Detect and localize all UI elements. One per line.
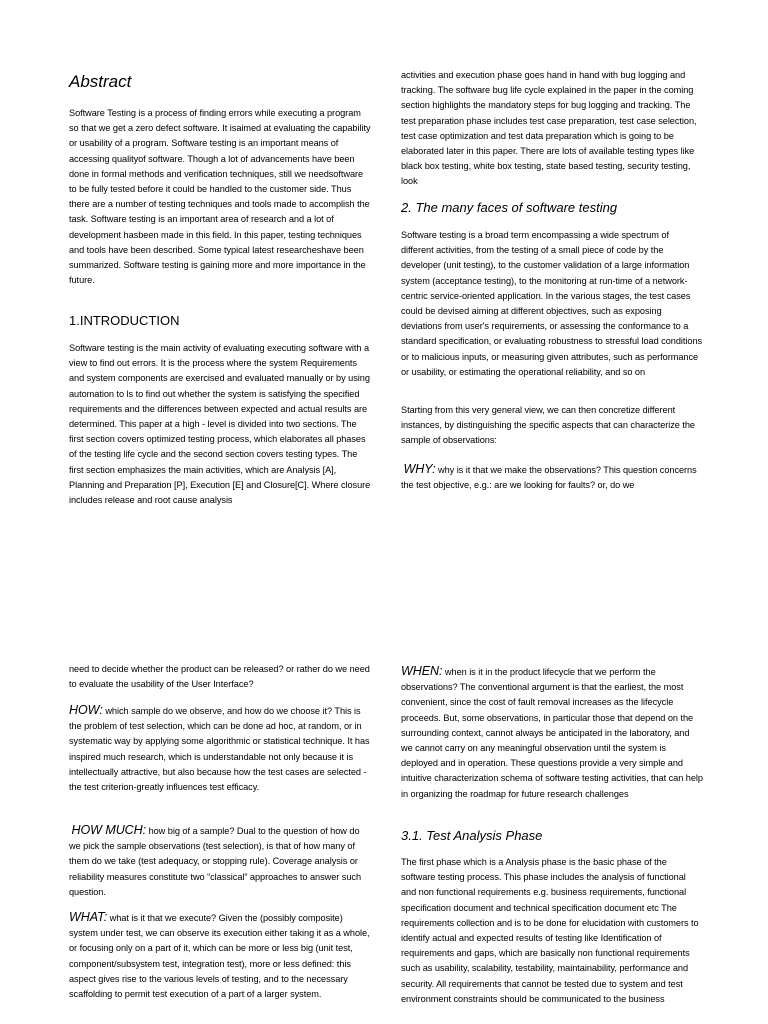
- when-label: WHEN:: [401, 664, 443, 678]
- how-text: which sample do we observe, and how do we choose it? This is the problem of test selection, which can be done ad hoc, at random, or in systematic way by applying some algorithmic or statistical technique. It has inspired much research, which is understandable not only because it is intellectually attractive, but also because how the test cases are selected -the test criterion-greatly influences test efficacy.: [69, 706, 370, 793]
- howmuch-text: how big of a sample? Dual to the question of how do we pick the sample observations (test selection), is that of how many of them do we take (test adequacy, or stopping rule). Coverage analysis or reliability measures constitute two “classical” approaches to answer such question.: [69, 826, 362, 897]
- page2-right-column-when: [401, 664, 703, 802]
- what-label: WHAT:: [69, 910, 108, 924]
- why-text: why is it that we make the observations? This question concerns the test objective, e.g.: are we looking for faults? or, do we: [401, 465, 697, 491]
- page1-left-column: [69, 72, 371, 288]
- what-paragraph: [69, 910, 371, 1002]
- when-paragraph: [401, 664, 703, 802]
- page2-left-column: [69, 662, 371, 692]
- continued-text: activities and execution phase goes hand in hand with bug logging and tracking. The software bug life cycle explained in the paper in the coming section highlights the mandatory steps for bug logging and tracking. The test preparation phase includes test case preparation, test case selection, test case optimization and test data preparation which is going to be elaborated later in this paper. There are lots of available testing types like black box testing, white box testing, state based testing, security testing, look: [401, 70, 697, 187]
- abstract-heading: Abstract: [69, 72, 132, 91]
- howmuch-paragraph: [69, 823, 371, 900]
- faces-text: Software testing is a broad term encompassing a wide spectrum of different activities, from the testing of a small piece of code by the developer (unit testing), to the customer validation of a large information system (acceptance testing), to the monitoring at run-time of a network-centric service-oriented application. In the various stages, the test cases could be devised aiming at different objectives, such as exposing deviations from user's requirements, or assessing the conformance to a standard specification, or evaluating robustness to stressful load conditions or to malicious inputs, or measuring given attributes, such as performance or usability, or estimating the operational reliability, and so on: [401, 230, 703, 377]
- what-text: what is it that we execute? Given the (possibly composite) system under test, we can observe its execution either taking it as a whole, or focusing only on a part of it, which can be more or less big (unit test, component/subsystem test, integration test), more or less defined: this aspect gives rise to the various levels of testing, and to the necessary scaffolding to permit test execution of a part of a larger system.: [69, 913, 370, 1000]
- why-paragraph: [401, 462, 703, 493]
- abstract-text: Software Testing is a process of finding errors while executing a program so that we get a zero defect software. It isaimed at evaluating the capability or usability of a program. Software testing is an important means of accessing qualityof software. Though a lot of advancements have been done in formal methods and verification techniques, still we needsoftware to be fully tested before it could be handled to the customer side. Thus there are a number of testing techniques and tools made to accomplish the task. Software testing is an important area of research and a lot of development hasbeen made in this field. In this paper, testing techniques and tools have been described. Some typical latest researcheshave been summarized. Software testing is gaining more and more importance in the future.: [69, 108, 371, 286]
- how-paragraph: [69, 703, 371, 795]
- introduction-heading: 1.INTRODUCTION: [69, 313, 180, 328]
- page2-left-column-how: [69, 703, 371, 795]
- analysis-heading: 3.1. Test Analysis Phase: [401, 828, 543, 843]
- page1-right-column: [401, 68, 703, 190]
- when-text: when is it in the product lifecycle that we perform the observations? The conventional argument is that the earliest, the most convenient, since the cost of fault removal increases as the lifecycle proceeds. But, some observations, in particular those that depend on the surrounding context, cannot always be anticipated in the laboratory, and we cannot carry on any meaningful observation until the system is deployed and in operation. These questions provide a very simple and intuitive characterization schema of software testing activities, that can help in organizing the roadmap for future research challenges: [401, 667, 703, 799]
- howmuch-label: HOW MUCH:: [71, 823, 147, 837]
- analysis-text: The first phase which is a Analysis phase is the basic phase of the software testing process. This phase includes the analysis of functional and non functional requirements e.g. business requirements, functional specification document and technical specification document etc The requirements collection and is to be done for elucidation with customers to identify actual and expected results of testing like Identification of requirements and gaps, which are basically non functional requirements such as usability, scalability, testability, maintainability, performance and security. All requirements that cannot be tested due to system and test environment constraints should be communicated to the business: [401, 857, 699, 1004]
- page1-right-column-why: [401, 462, 703, 493]
- page2-left-column-howmuch: [69, 823, 371, 900]
- introduction-text: Software testing is the main activity of evaluating executing software with a view to find out errors. It is the process where the system Requirements and system components are exercised and evaluated manually or by using automation to ls to find out whether the system is satisfying the specified requirements and the differences between expected and actual results are determined. This paper at a high - level is divided into two sections. The first section covers optimized testing process, which elaborates all phases of the testing life cycle and the second section covers testing types. The first section emphasizes the main activities, which are Analysis [A], Planning and Preparation [P], Execution [E] and Closure[C]. Where closure includes release and root cause analysis: [69, 343, 371, 506]
- general-view-text: Starting from this very general view, we can then concretize different instances, by distinguishing the specific aspects that can characterize the sample of observations:: [401, 405, 695, 446]
- page1-right-column-faces: [401, 200, 703, 380]
- faces-heading: 2. The many faces of software testing: [401, 200, 618, 215]
- page2-right-column-analysis: [401, 828, 703, 1007]
- page2-continued-text: need to decide whether the product can be released? or rather do we need to evaluate the usability of the User Interface?: [69, 664, 370, 690]
- page1-right-column-general: [401, 403, 703, 449]
- page1-left-column-intro: [69, 313, 371, 508]
- why-label: WHY:: [403, 462, 436, 476]
- how-label: HOW:: [69, 703, 103, 717]
- page2-left-column-what: [69, 910, 371, 1002]
